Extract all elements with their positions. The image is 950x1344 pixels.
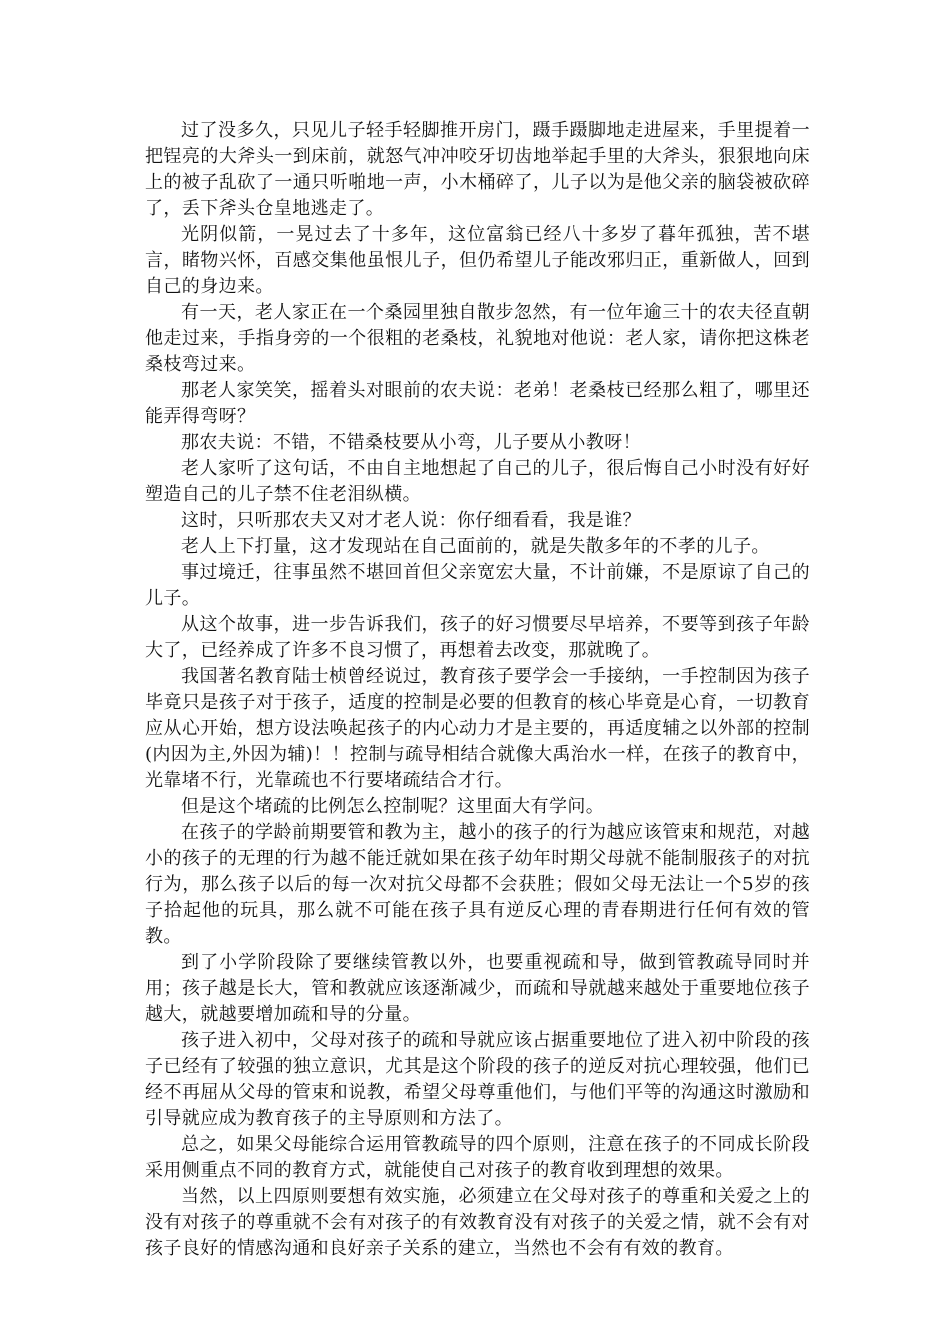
paragraph: 事过境迁，往事虽然不堪回首但父亲宽宏大量，不计前嫌，不是原谅了自己的儿子。 [145,562,810,609]
paragraph: 但是这个堵疏的比例怎么控制呢？这里面大有学问。 [181,796,605,817]
paragraph: 孩子进入初中，父母对孩子的疏和导就应该占据重要地位了进入初中阶段的孩子已经有了较强的独立意识，尤其是这个阶段的孩子的逆反对抗心理较强，他们已经不再屈从父母的管束和说教，希望父母尊重他们，与他们平等的沟通这时激励和引导就应成为教育孩子的主导原则和方法了。 [145,1030,810,1129]
document-body [145,118,810,1262]
paragraph: 老人上下打量，这才发现站在自己面前的，就是失散多年的不孝的儿子。 [181,536,770,557]
paragraph: 总之，如果父母能综合运用管教疏导的四个原则，注意在孩子的不同成长阶段采用侧重点不同的教育方式，就能使自己对孩子的教育收到理想的效果。 [145,1134,810,1181]
paragraph: 那老人家笑笑，摇着头对眼前的农夫说：老弟！老桑枝已经那么粗了，哪里还能弄得弯呀？ [145,380,810,427]
paragraph: 从这个故事，进一步告诉我们，孩子的好习惯要尽早培养，不要等到孩子年龄大了，已经养成了许多不良习惯了，再想着去改变，那就晚了。 [145,614,810,661]
paragraph: 当然，以上四原则要想有效实施，必须建立在父母对孩子的尊重和关爱之上的没有对孩子的尊重就不会有对孩子的有效教育没有对孩子的关爱之情，就不会有对孩子良好的情感沟通和良好亲子关系的建立，当然也不会有有效的教育。 [145,1186,810,1259]
paragraph: 有一天，老人家正在一个桑园里独自散步忽然，有一位年逾三十的农夫径直朝他走过来，手指身旁的一个很粗的老桑枝，礼貌地对他说：老人家，请你把这株老桑枝弯过来。 [145,302,810,375]
paragraph: 光阴似箭，一晃过去了十多年，这位富翁已经八十多岁了暮年孤独，苦不堪言，睹物兴怀，百感交集他虽恨儿子，但仍希望儿子能改邪归正，重新做人，回到自己的身边来。 [145,224,810,297]
paragraph: 到了小学阶段除了要继续管教以外，也要重视疏和导，做到管教疏导同时并用；孩子越是长大，管和教就应该逐渐减少，而疏和导就越来越处于重要地位孩子越大，就越要增加疏和导的分量。 [145,952,810,1025]
paragraph: 过了没多久，只见儿子轻手轻脚推开房门，蹑手蹑脚地走进屋来，手里提着一把锃亮的大斧头一到床前，就怒气冲冲咬牙切齿地举起手里的大斧头，狠狠地向床上的被子乱砍了一通只听啪地一声，小木桶碎了，儿子以为是他父亲的脑袋被砍碎了，丢下斧头仓皇地逃走了。 [145,120,810,219]
paragraph: 在孩子的学龄前期要管和教为主，越小的孩子的行为越应该管束和规范，对越小的孩子的无理的行为越不能迁就如果在孩子幼年时期父母就不能制服孩子的对抗行为，那么孩子以后的每一次对抗父母都不会获胜；假如父母无法让一个5岁的孩子拾起他的玩具，那么就不可能在孩子具有逆反心理的青春期进行任何有效的管教。 [145,822,810,947]
paragraph: 那农夫说：不错，不错桑枝要从小弯，儿子要从小教呀！ [181,432,641,453]
paragraph: 老人家听了这句话，不由自主地想起了自己的儿子，很后悔自己小时没有好好塑造自己的儿子禁不住老泪纵横。 [145,458,810,505]
paragraph: 我国著名教育陆士桢曾经说过，教育孩子要学会一手接纳，一手控制因为孩子毕竟只是孩子对于孩子，适度的控制是必要的但教育的核心毕竟是心育，一切教育应从心开始，想方设法唤起孩子的内心动力才是主要的，再适度辅之以外部的控制(内因为主,外因为辅)！！控制与疏导相结合就像大禹治水一样，在孩子的教育中，光靠堵不行，光靠疏也不行要堵疏结合才行。 [145,666,810,791]
paragraph: 这时，只听那农夫又对才老人说：你仔细看看，我是谁？ [181,510,641,531]
